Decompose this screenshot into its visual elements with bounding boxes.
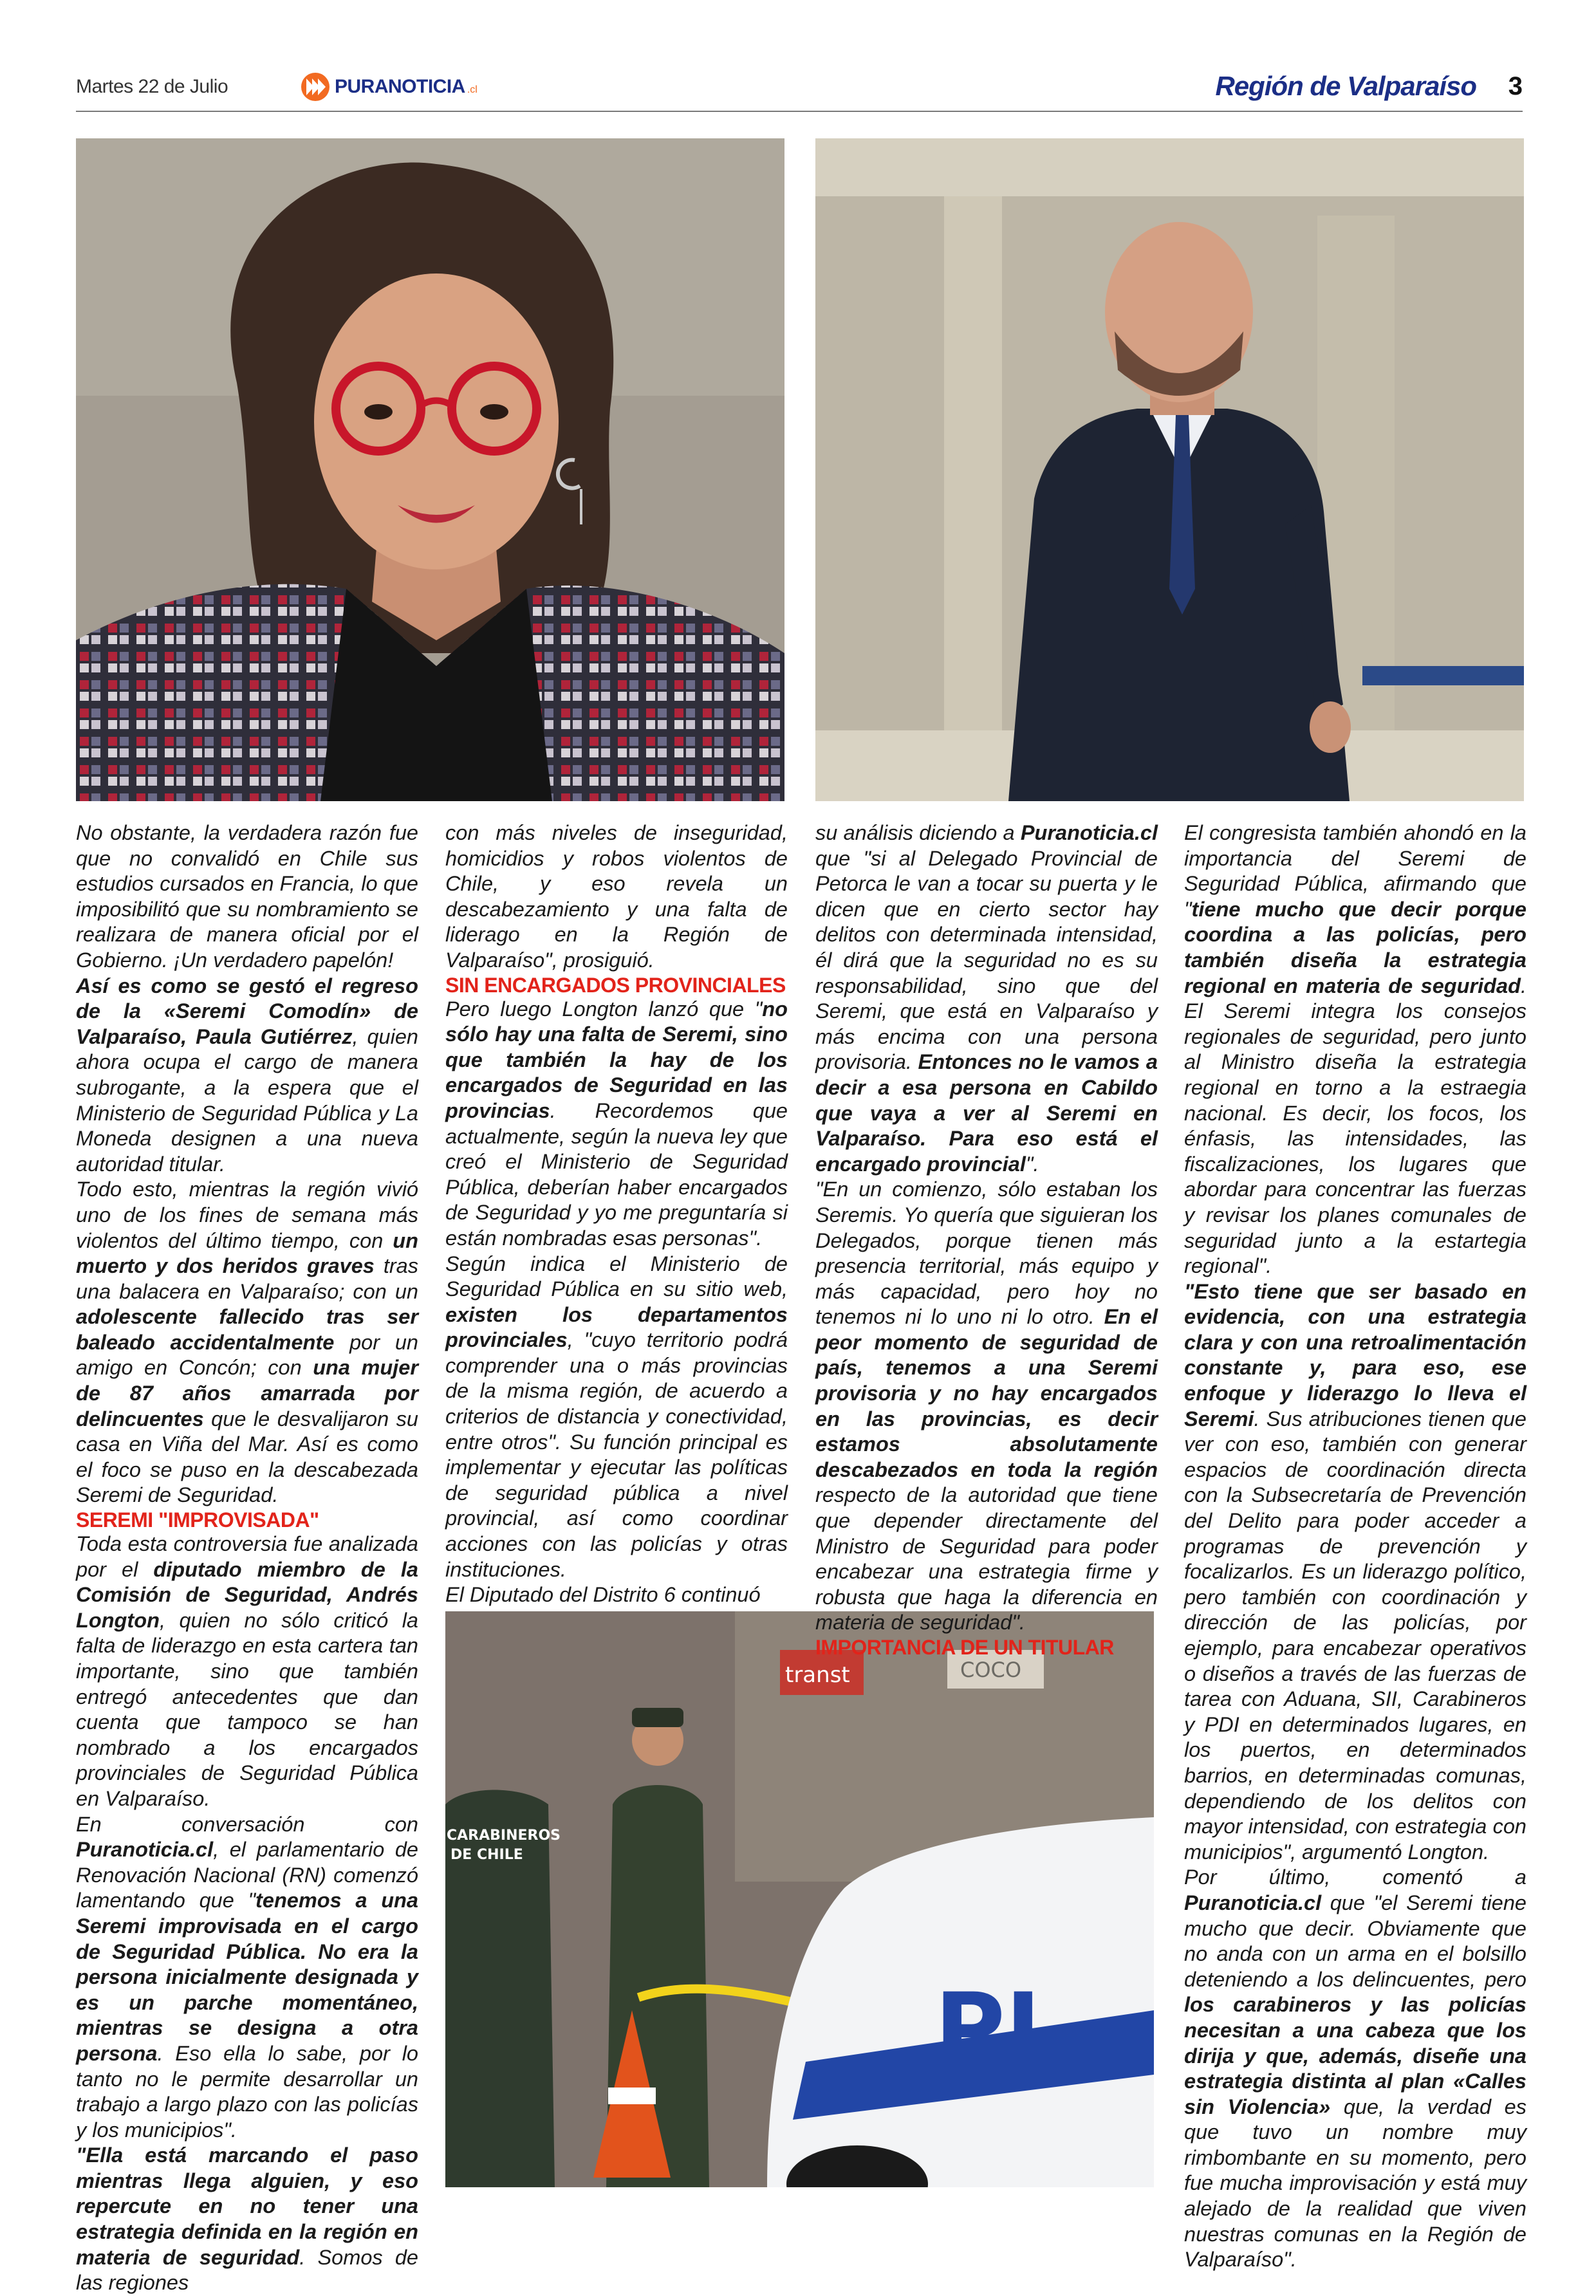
bold-text: Puranoticia.cl [1184,1891,1322,1914]
man-walking-illustration [815,138,1524,801]
article-column-2 [445,820,788,1608]
paragraph [815,1177,1158,1636]
text: por un amigo en Concón; con [76,1330,418,1380]
text: con más niveles de inseguridad, homicidios y robos violentos de Chile, y eso revela un descabezamiento y una falta de liderago en la Región de Valparaíso", prosiguió. [445,821,788,972]
paragraph [76,1177,418,1508]
text: , "cuyo territorio podrá comprender una o más provincias de la misma región, de acuerdo a criterios de distancia y conectividad, entre otros". Su función principal es implementar y ejecutar las políticas de seguridad pública a nivel provincial, así como coordinar acciones con las policías y otras instituciones. [445,1328,788,1581]
photo-carabineros-operativo [445,1611,1154,2187]
puranoticia-logo[interactable] [301,72,478,102]
bold-text: "Ella está marcando el paso mientras llega alguien, y eso repercute en no tener una estrategia definida en la región en materia de seguridad [76,2143,418,2269]
bold-text: diputado miembro de la Comisión de Seguridad, Andrés Longton [76,1557,419,1632]
text: Toda esta controversia fue analizada por el [76,1532,418,1581]
vehicle-letters: PI [934,1973,1041,2085]
article-column-3 [815,820,1158,1659]
subheading-importancia-titular: IMPORTANCIA DE UN TITULAR [815,1636,1114,1659]
bold-text: tiene mucho que decir porque coordina a las policías, pero también diseña la estrategia regional en materia de seguridad [1184,897,1526,997]
text: tras una balacera en Valparaíso; con un [76,1254,418,1303]
paragraph [445,1582,788,1608]
photo-seremi-paula-gutierrez [76,138,784,801]
bold-text: Así es como se gestó el regreso de la «Seremi Comodín» de Valparaíso, Paula Gutiérrez [76,974,418,1048]
paragraph [76,820,418,974]
bold-text: tenemos a una Seremi improvisada en el cargo de Seguridad Pública. No era la persona inicialmente designada y es un parche momentáneo, mientras se designa a otra persona [76,1889,418,2065]
logo-suffix: .cl [467,84,478,95]
portrait-woman-illustration [76,138,784,801]
text: , el parlamentario de Renovación Nacional (RN) comenzó lamentando que " [76,1838,418,1912]
text: ". [1025,1152,1039,1176]
logo-wordmark: PURANOTICIA [335,76,465,97]
text: El Diputado del Distrito 6 continuó [445,1583,761,1607]
bold-text: "Esto tiene que ser basado en evidencia, con una estrategia clara y con una retroalimentación constante y, para eso, ese enfoque y liderazgo lo lleva el Seremi [1184,1279,1526,1430]
text: Por último, comentó a [1184,1866,1526,1889]
text: que le desvalijaron su casa en Viña del Mar. Así es como el foco se puso en la descabezada Seremi de Seguridad. [76,1407,418,1507]
bold-text: un muerto y dos heridos graves [76,1228,418,1278]
text: . Somos de las regiones [76,2245,418,2295]
article-column-4 [1184,820,1526,2273]
issue-date: Martes 22 de Julio [76,76,228,97]
text: "En un comienzo, sólo estaban los Seremis. Yo quería que siguieran los Delegados, porque tienen más presencia territorial, más equipo y más capacidad, pero hoy no tenemos ni lo uno ni lo otro. [815,1178,1158,1329]
text: Pero luego Longton lanzó que " [445,997,763,1021]
paragraph [1184,820,1526,1279]
text: . Sus atribuciones tienen que ver con eso, también con generar espacios de coordinación directa con la Subsecretaría de Prevención del Delito para poder acceder a programas de prevención y focalizarlos. Es un liderazgo político, pero también con coordinación y dirección de las policías, por ejemplo, para encabezar operativos o diseños a través de las fuerzas de tarea con Aduana, SII, Carabineros y PDI en determinados lugares, en los puertos, en determinados barrios, en determinadas comunas, dependiendo de los delitos con mayor intensidad, con estrategia con municipios", argumentó Longton. [1184,1407,1526,1864]
text: Según indica el Ministerio de Seguridad Pública en su sitio web, [445,1252,788,1301]
text: . Eso ella lo sabe, por lo tanto no le permite desarrollar un trabajo a largo plazo con las policías y los municipios". [76,2041,418,2142]
store-sign-trans: transt [785,1662,850,1688]
bold-text: Puranoticia.cl [1020,821,1158,844]
vest-label-carabineros: CARABINEROS [447,1828,561,1844]
bold-text: una mujer de 87 años amarrada por delincuentes [76,1356,418,1430]
text: En conversación con [76,1812,418,1836]
text: , quien ahora ocupa el cargo de manera subrogante, a la espera que el Ministerio de Seguridad Pública y La Moneda designen a una nueva autoridad titular. [76,1024,418,1176]
page-number: 3 [1508,72,1523,100]
logo-arrows-icon [301,73,329,101]
photo-diputado-andres-longton [815,138,1524,801]
bold-text: adolescente fallecido tras ser baleado accidentalmente [76,1305,418,1354]
text: El congresista también ahondó en la importancia del Seremi de Seguridad Pública, afirmando que " [1184,821,1526,921]
bold-text: Puranoticia.cl [76,1838,214,1862]
text: que "el Seremi tiene mucho que decir. Obviamente que no anda con un arma en el bolsillo deteniendo a los delincuentes, pero [1184,1891,1526,1991]
text: No obstante, la verdadera razón fue que no convalidó en Chile sus estudios cursados en Francia, lo que imposibilitó que su nombramiento se realizara de manera oficial por el Gobierno. ¡Un verdadero papelón! [76,821,418,972]
police-scene-illustration [445,1611,1154,2187]
text: que "si al Delegado Provincial de Petorca le van a tocar su puerta y le dicen que en cierto sector hay delitos con determinada intensidad, él dirá que la seguridad no es su responsabilidad, sino que del Seremi, que está en Valparaíso y más encima con una persona provisoria. [815,846,1158,1074]
paragraph [76,974,418,1178]
paragraph [445,1252,788,1583]
paragraph [1184,1865,1526,2273]
text: que, la verdad es que tuvo un nombre muy rimbombante en su momento, pero fue mucha improvisación y está muy alejado de la realidad que viven nuestras comunas en la Región de Valparaíso". [1184,2095,1526,2272]
paragraph [445,997,788,1252]
store-sign-coco: COCO [960,1658,1022,1682]
header-rule [76,111,1523,112]
subheading-sin-encargados: SIN ENCARGADOS PROVINCIALES [445,973,786,997]
bold-text: existen los departamentos provinciales [445,1302,788,1352]
text: . Recordemos que actualmente, según la nueva ley que creó el Ministerio de Seguridad Pública, deberían haber encargados de Seguridad y yo me preguntaría si están nombradas esas personas". [445,1098,788,1250]
article-column-1 [76,820,418,2296]
text: . El Seremi integra los consejos regionales de seguridad, pero junto al Ministro diseña la estrategia regional en torno a la estraegia nacional. Es decir, los focos, los énfasis, las intensidades, las fiscalizaciones, los lugares que abordar para concentrar las fuerzas y revisar los planes comunales de seguridad junto a la estartegia regional". [1184,974,1526,1278]
text: su análisis diciendo a [815,821,1021,844]
paragraph [76,1532,418,1812]
paragraph [445,820,788,974]
bold-text: los carabineros y las policías necesitan a una cabeza que los dirija y que, además, diseñe una estrategia distinta al plan «Calles sin Violencia» [1184,1993,1526,2118]
bold-text: no sólo hay una falta de Seremi, sino que también la hay de los encargados de Seguridad en las provincias [445,997,788,1122]
page-header [76,0,1523,115]
paragraph [76,2143,418,2296]
paragraph [76,1812,418,2143]
subheading-seremi-improvisada: SEREMI "IMPROVISADA" [76,1508,319,1532]
text: respecto de la autoridad que tiene que depender directamente del Ministro de Seguridad para poder encabezar una estrategia firme y robusta que haga la diferencia en materia de seguridad". [815,1483,1158,1634]
vest-label-dechile: DE CHILE [450,1847,523,1863]
bold-text: Entonces no le vamos a decir a esa persona en Cabildo que vaya a ver al Seremi en Valparaíso. Para eso está el encargado provincial [815,1050,1158,1176]
text: Todo esto, mientras la región vivió uno de los fines de semana más violentos del último tiempo, con [76,1178,418,1252]
paragraph [1184,1279,1526,1866]
text: , quien no sólo criticó la falta de liderazgo en esta cartera tan importante, sino que también entregó antecedentes que dan cuenta que tampoco se han nombrado a los encargados provinciales de Seguridad Pública en Valparaíso. [76,1608,418,1810]
bold-text: En el peor momento de seguridad de país, tenemos a una Seremi provisoria y no hay encargados en las provincias, es decir estamos absolutamente descabezados en toda la región [815,1305,1158,1481]
paragraph [815,820,1158,1177]
section-title: Región de Valparaíso [1215,71,1476,101]
